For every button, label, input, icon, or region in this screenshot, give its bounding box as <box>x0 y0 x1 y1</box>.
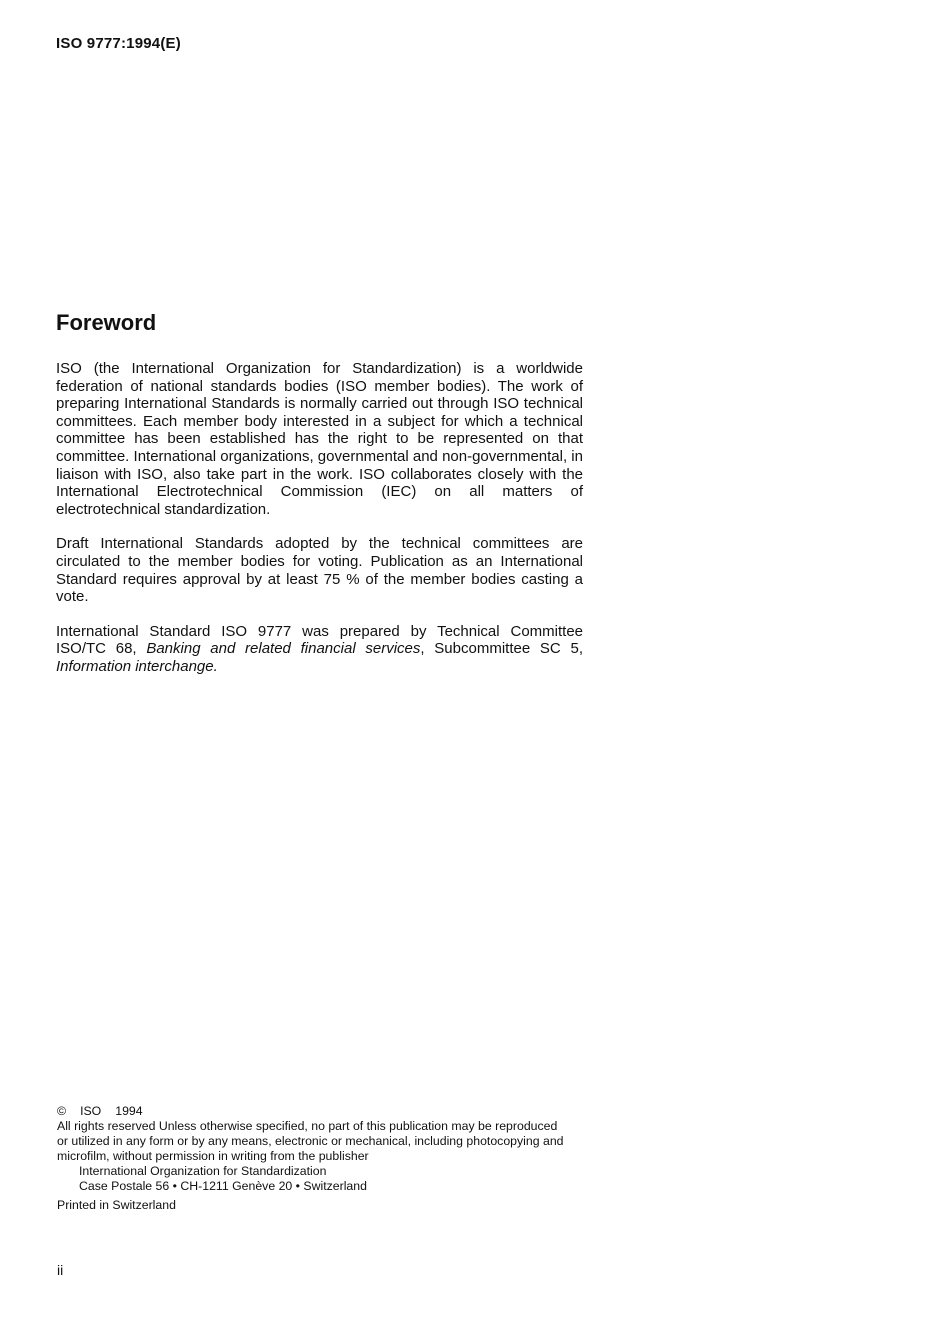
rights-line-3: microfilm, without permission in writing from the publisher <box>57 1149 369 1163</box>
copyright-line <box>57 1104 597 1119</box>
committee-title: Banking and related financial services <box>146 640 421 658</box>
copyright-block <box>57 1104 597 1213</box>
foreword-paragraph-2: Draft International Standards adopted by the technical committees are circulated to the member bodies for voting. Publication as an International Standard requires approval by at least 75 % of the member bodies casting a vote. <box>56 535 583 606</box>
rights-line-2: or utilized in any form or by any means, electronic or mechanical, including photocopying and <box>57 1134 564 1148</box>
paragraph-3-text-b: , Subcommittee SC 5, <box>420 640 583 658</box>
subcommittee-title: Information interchange. <box>56 657 218 675</box>
document-header-standard-id: ISO 9777:1994(E) <box>56 35 181 52</box>
organization-address: Case Postale 56 • CH-1211 Genève 20 • Switzerland <box>79 1179 367 1193</box>
rights-line-1: All rights reserved Unless otherwise specified, no part of this publication may be reproduced <box>57 1119 558 1133</box>
foreword-paragraph-3 <box>56 623 583 676</box>
printed-in: Printed in Switzerland <box>57 1198 176 1212</box>
foreword-body <box>56 360 583 693</box>
paragraph-3-text-a: International Standard ISO 9777 was prepared by Technical Committee ISO/TC 68, <box>56 622 583 658</box>
organization-name: International Organization for Standardization <box>79 1164 327 1178</box>
page-number: ii <box>57 1262 64 1278</box>
foreword-heading: Foreword <box>56 310 157 335</box>
copyright-year: 1994 <box>115 1104 143 1118</box>
foreword-paragraph-1: ISO (the International Organization for Standardization) is a worldwide federation of national standards bodies (ISO member bodies). The work of preparing International Standards is normally carried out through ISO technical committees. Each member body interested in a subject for which a technical committee has been established has the right to be represented on that committee. International organizations, governmental and non-governmental, in liaison with ISO, also take part in the work. ISO collaborates closely with the International Electrotechnical Commission (IEC) on all matters of electrotechnical standardization. <box>56 360 583 518</box>
copyright-owner: ISO <box>80 1104 102 1118</box>
copyright-symbol: © <box>57 1104 67 1118</box>
